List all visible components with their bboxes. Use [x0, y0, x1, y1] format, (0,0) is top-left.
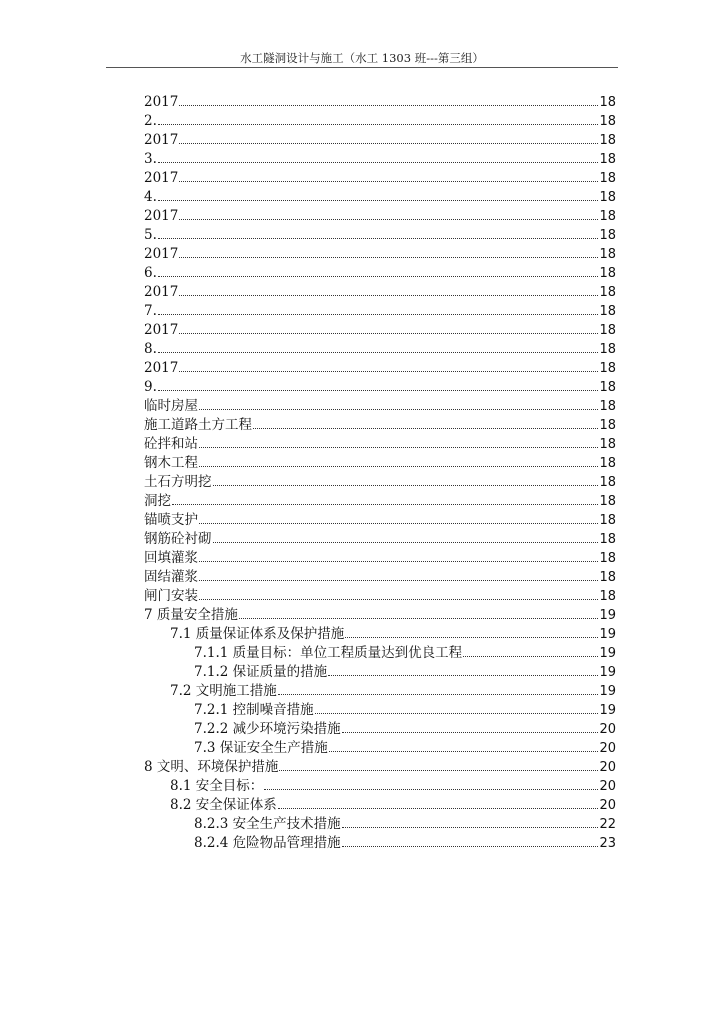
toc-entry[interactable]: [144, 663, 616, 682]
toc-entry[interactable]: [144, 359, 616, 378]
toc-entry[interactable]: [144, 587, 616, 606]
toc-dot-leader: [213, 484, 599, 486]
toc-entry[interactable]: [144, 302, 616, 321]
toc-dot-leader: [342, 845, 599, 847]
toc-entry[interactable]: [144, 758, 616, 777]
toc-page-number: 20: [599, 798, 616, 813]
toc-entry[interactable]: [144, 568, 616, 587]
toc-page-number: 18: [599, 171, 616, 186]
toc-entry-title: 7.2.1 控制噪音措施: [194, 702, 314, 718]
toc-page-number: 18: [599, 247, 616, 262]
toc-page-number: 18: [599, 380, 616, 395]
toc-entry[interactable]: [144, 226, 616, 245]
toc-entry-title: 土石方明挖: [144, 474, 212, 490]
toc-dot-leader: [239, 617, 599, 619]
toc-entry[interactable]: [144, 245, 616, 264]
toc-dot-leader: [342, 826, 599, 828]
toc-dot-leader: [158, 275, 599, 277]
toc-entry-title: 钢木工程: [144, 455, 198, 471]
toc-entry[interactable]: [144, 283, 616, 302]
toc-entry-title: 8.2 安全保证体系: [170, 797, 277, 813]
toc-dot-leader: [179, 104, 598, 106]
toc-page-number: 18: [599, 285, 616, 300]
toc-dot-leader: [179, 332, 598, 334]
toc-dot-leader: [278, 807, 599, 809]
toc-dot-leader: [179, 294, 598, 296]
toc-page-number: 18: [599, 323, 616, 338]
toc-entry-title: 7.2.2 减少环境污染措施: [194, 721, 341, 737]
toc-page-number: 18: [599, 133, 616, 148]
toc-dot-leader: [463, 655, 598, 657]
toc-entry-title: 砼拌和站: [144, 436, 198, 452]
toc-entry-title: 锚喷支护: [144, 512, 198, 528]
toc-entry-title: 2017: [144, 322, 179, 338]
toc-entry-title: 8.1 安全目标：: [170, 778, 264, 794]
toc-page-number: 18: [599, 399, 616, 414]
toc-entry-title: 8.: [144, 341, 157, 357]
toc-page-number: 18: [599, 361, 616, 376]
header-divider: [106, 67, 618, 68]
toc-entry[interactable]: [144, 606, 616, 625]
toc-entry-title: 固结灌浆: [144, 569, 198, 585]
toc-entry-title: 4.: [144, 189, 157, 205]
toc-page-number: 19: [599, 703, 616, 718]
toc-page-number: 18: [599, 342, 616, 357]
toc-entry[interactable]: [144, 454, 616, 473]
toc-page-number: 19: [599, 665, 616, 680]
toc-entry[interactable]: [144, 701, 616, 720]
toc-page-number: 20: [599, 722, 616, 737]
toc-entry-title: 7.: [144, 303, 157, 319]
toc-page-number: 19: [599, 646, 616, 661]
toc-entry[interactable]: [144, 188, 616, 207]
toc-entry-title: 施工道路土方工程: [144, 417, 252, 433]
toc-dot-leader: [315, 712, 599, 714]
toc-dot-leader: [199, 465, 598, 467]
toc-entry-title: 临时房屋: [144, 398, 198, 414]
toc-entry[interactable]: [144, 340, 616, 359]
toc-dot-leader: [328, 674, 598, 676]
toc-dot-leader: [199, 579, 598, 581]
toc-entry[interactable]: [144, 777, 616, 796]
running-header: 水工隧洞设计与施工（水工 1303 班---第三组）: [240, 51, 484, 65]
toc-entry[interactable]: [144, 150, 616, 169]
toc-entry-title: 回填灌浆: [144, 550, 198, 566]
toc-dot-leader: [279, 769, 598, 771]
toc-page-number: 18: [599, 589, 616, 604]
toc-entry-title: 7.1 质量保证体系及保护措施: [170, 626, 345, 642]
toc-entry[interactable]: [144, 511, 616, 530]
toc-entry-title: 洞挖: [144, 493, 171, 509]
toc-entry[interactable]: [144, 416, 616, 435]
toc-entry-title: 2017: [144, 360, 179, 376]
toc-dot-leader: [179, 180, 598, 182]
toc-page-number: 18: [599, 304, 616, 319]
toc-dot-leader: [172, 503, 598, 505]
toc-dot-leader: [199, 408, 598, 410]
toc-dot-leader: [179, 370, 598, 372]
toc-page-number: 20: [599, 779, 616, 794]
toc-page-number: 18: [599, 570, 616, 585]
toc-entry[interactable]: [144, 834, 616, 853]
toc-page-number: 23: [599, 836, 616, 851]
toc-entry-title: 7.1.2 保证质量的措施: [194, 664, 328, 680]
toc-entry-title: 7.2 文明施工措施: [170, 683, 277, 699]
toc-page-number: 18: [599, 95, 616, 110]
toc-dot-leader: [199, 560, 598, 562]
toc-dot-leader: [199, 598, 598, 600]
toc-page-number: 18: [599, 418, 616, 433]
toc-page-number: 18: [599, 437, 616, 452]
toc-entry[interactable]: [144, 720, 616, 739]
toc-entry[interactable]: [144, 264, 616, 283]
toc-dot-leader: [345, 636, 598, 638]
table-of-contents: [144, 93, 616, 853]
toc-entry[interactable]: [144, 644, 616, 663]
toc-entry-title: 钢筋砼衬砌: [144, 531, 212, 547]
toc-dot-leader: [158, 123, 599, 125]
toc-page-number: 18: [599, 475, 616, 490]
toc-page-number: 20: [599, 760, 616, 775]
toc-page-number: 18: [599, 551, 616, 566]
toc-page-number: 18: [599, 266, 616, 281]
toc-entry-title: 7.1.1 质量目标：单位工程质量达到优良工程: [194, 645, 463, 661]
toc-dot-leader: [329, 750, 599, 752]
toc-entry-title: 6.: [144, 265, 157, 281]
toc-entry[interactable]: [144, 549, 616, 568]
toc-dot-leader: [158, 389, 599, 391]
toc-entry[interactable]: [144, 739, 616, 758]
toc-page-number: 18: [599, 494, 616, 509]
toc-page-number: 19: [599, 608, 616, 623]
toc-entry-title: 5.: [144, 227, 157, 243]
toc-entry[interactable]: [144, 530, 616, 549]
toc-dot-leader: [158, 351, 599, 353]
toc-page-number: 18: [599, 532, 616, 547]
toc-entry-title: 8.2.4 危险物品管理措施: [194, 835, 341, 851]
toc-dot-leader: [158, 161, 599, 163]
toc-page-number: 18: [599, 209, 616, 224]
toc-entry-title: 8 文明、环境保护措施: [144, 759, 279, 775]
toc-entry[interactable]: [144, 815, 616, 834]
toc-entry[interactable]: [144, 131, 616, 150]
toc-page-number: 22: [599, 817, 616, 832]
toc-dot-leader: [199, 522, 598, 524]
toc-entry-title: 2.: [144, 113, 157, 129]
toc-entry-title: 闸门安装: [144, 588, 198, 604]
toc-entry[interactable]: [144, 112, 616, 131]
toc-entry-title: 7 质量安全措施: [144, 607, 238, 623]
toc-entry-title: 2017: [144, 132, 179, 148]
toc-page-number: 18: [599, 456, 616, 471]
toc-entry-title: 2017: [144, 170, 179, 186]
toc-page-number: 20: [599, 741, 616, 756]
toc-entry-title: 3.: [144, 151, 157, 167]
toc-dot-leader: [179, 142, 598, 144]
toc-dot-leader: [158, 199, 599, 201]
toc-entry-title: 7.3 保证安全生产措施: [194, 740, 328, 756]
toc-page-number: 18: [599, 152, 616, 167]
toc-dot-leader: [253, 427, 598, 429]
toc-dot-leader: [278, 693, 599, 695]
toc-dot-leader: [158, 237, 599, 239]
toc-dot-leader: [342, 731, 599, 733]
toc-entry-title: 2017: [144, 94, 179, 110]
toc-entry-title: 9.: [144, 379, 157, 395]
toc-entry-title: 2017: [144, 284, 179, 300]
toc-dot-leader: [179, 218, 598, 220]
toc-page-number: 19: [599, 627, 616, 642]
toc-entry[interactable]: [144, 378, 616, 397]
toc-dot-leader: [213, 541, 599, 543]
toc-entry-title: 2017: [144, 246, 179, 262]
toc-entry[interactable]: [144, 492, 616, 511]
toc-entry[interactable]: [144, 435, 616, 454]
toc-dot-leader: [158, 313, 599, 315]
toc-entry[interactable]: [144, 93, 616, 112]
toc-entry[interactable]: [144, 397, 616, 416]
toc-dot-leader: [264, 788, 598, 790]
toc-page-number: 18: [599, 513, 616, 528]
toc-entry-title: 2017: [144, 208, 179, 224]
toc-entry[interactable]: [144, 169, 616, 188]
toc-entry[interactable]: [144, 682, 616, 701]
toc-page-number: 18: [599, 114, 616, 129]
toc-page-number: 19: [599, 684, 616, 699]
toc-entry[interactable]: [144, 321, 616, 340]
toc-entry[interactable]: [144, 473, 616, 492]
toc-page-number: 18: [599, 228, 616, 243]
toc-entry[interactable]: [144, 207, 616, 226]
toc-dot-leader: [199, 446, 598, 448]
toc-entry[interactable]: [144, 796, 616, 815]
toc-dot-leader: [179, 256, 598, 258]
toc-entry[interactable]: [144, 625, 616, 644]
toc-entry-title: 8.2.3 安全生产技术措施: [194, 816, 341, 832]
toc-page-number: 18: [599, 190, 616, 205]
